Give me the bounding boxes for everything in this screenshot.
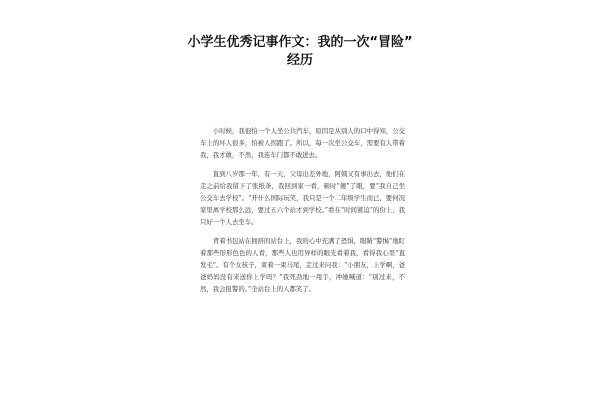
document-title [150, 34, 450, 70]
paragraph-1: 小时候，我很怕一个人坐公共汽车，原因是从别人的口中得知，公交车上的坏人很多，怕被人拐跑了。所以，每一次坐公交车，需要有人带着我，我才敢，不然，我连车门都不敢进去。 [200, 127, 405, 160]
paragraph-3: 背着书包站在拥挤的站台上，我的心中充满了恐惧，眼睛“警惕”地盯着那些形形色色的人看，那些人也用异样的眼光看着我，看得我心里“直发毛”。有个女孩子，束着一束马尾，走过来问我：“小朋友，上学啊，爸爸妈妈没有来送你上学吗？”我死劲地一甩手，冲她喊道：“别过来，不然，我会报警的。”全站台上的人都笑了。 [200, 236, 405, 294]
title-line-1: 小学生优秀记事作文：我的一次“冒险” [187, 35, 413, 50]
essay-body [200, 125, 405, 302]
title-line-2: 经历 [286, 53, 313, 68]
paragraph-2: 直到八岁那一年，有一天，父母出差外地，阿姨又有事出去，他们在走之前给我留下了张纸条，我回到家一看，顿时“傻”了眼，要“我自己坐公交车去学校”。“开什么国际玩笑，我只是一个二年级学生而已，要何况家里离学校那么远，要过五六个站才到学校。”看在“时间紧迫”的份上，我只好一个人去坐车。 [200, 169, 405, 227]
